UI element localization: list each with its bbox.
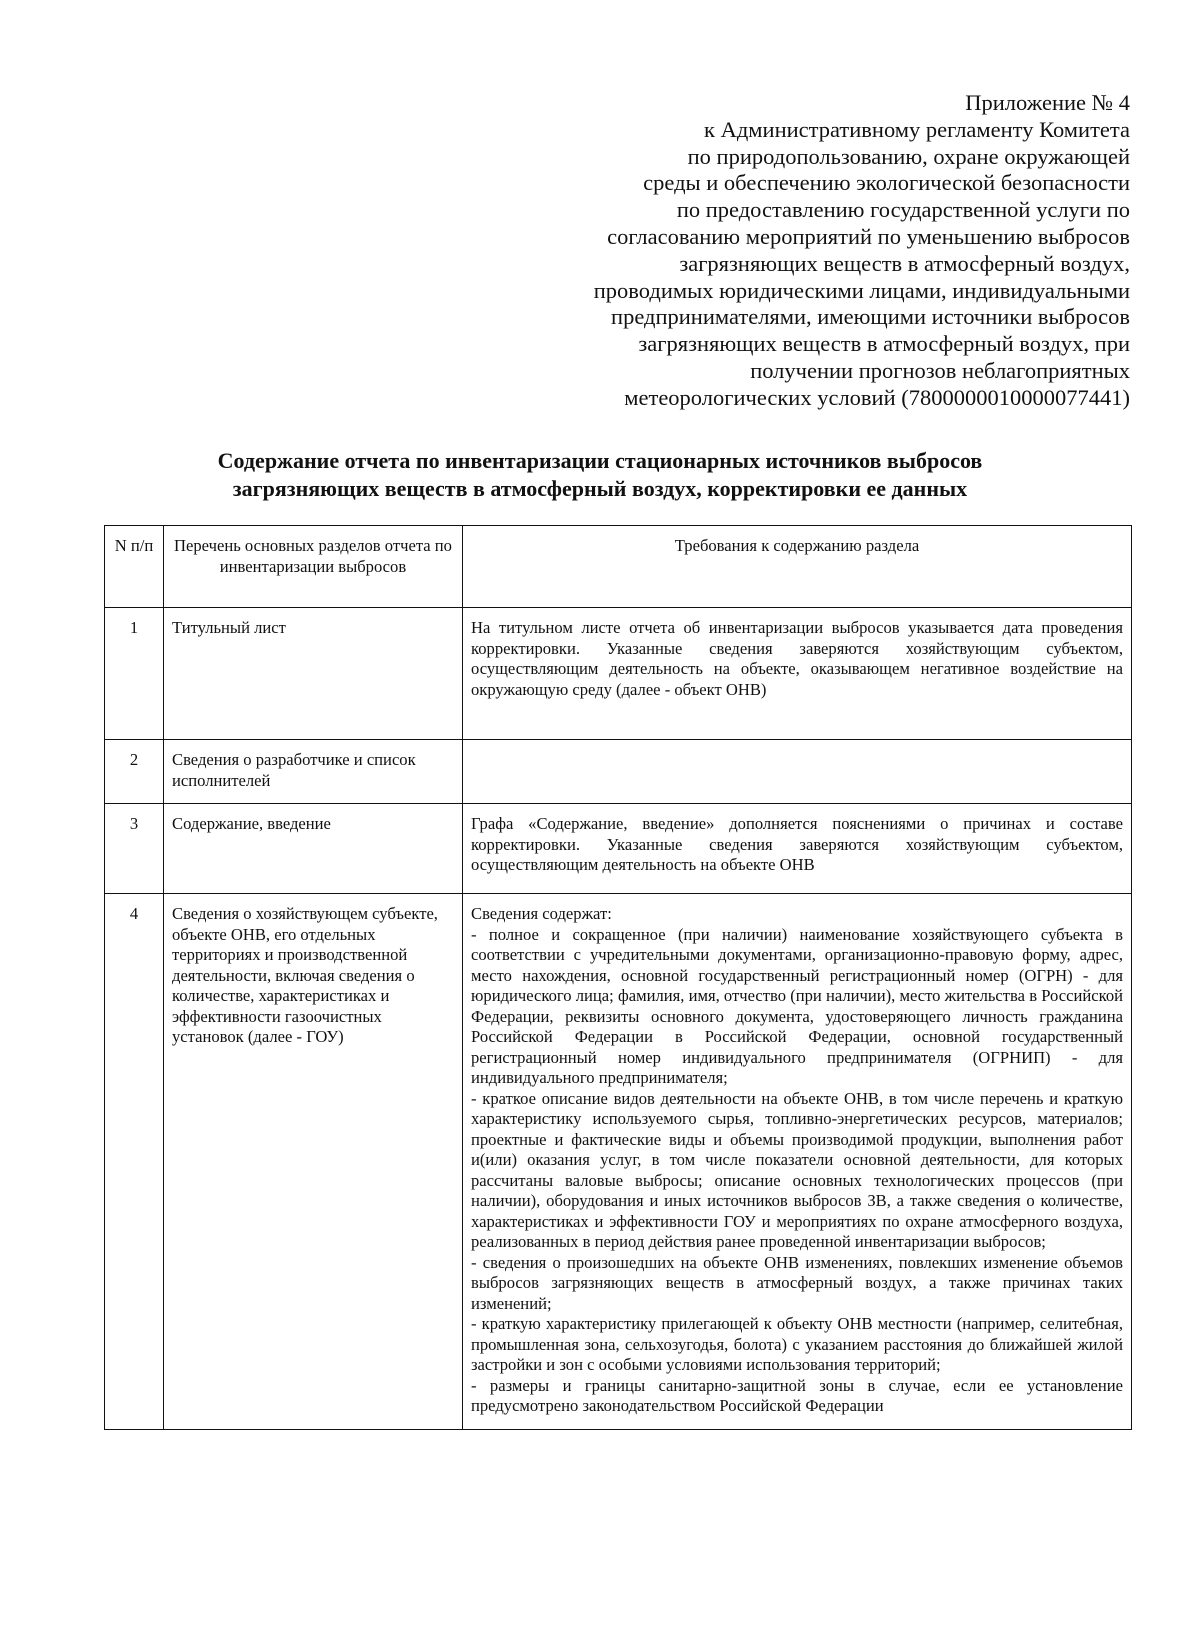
header-num: N п/п — [105, 526, 164, 608]
appendix-line: по предоставлению государственной услуги по — [676, 197, 1130, 223]
appendix-line: проводимых юридическими лицами, индивидуальными — [593, 277, 1130, 303]
appendix-line: получении прогнозов неблагоприятных — [750, 357, 1130, 383]
requirements-item: - размеры и границы санитарно-защитной зоны в случае, если ее установление предусмотрено законодательством Российской Федерации — [471, 1375, 1123, 1415]
row-num: 2 — [105, 740, 164, 804]
requirements-intro: Сведения содержат: — [471, 904, 612, 923]
sections-table — [104, 525, 1132, 1430]
document-title-line-2: загрязняющих веществ в атмосферный воздух, корректировки ее данных — [232, 476, 968, 501]
appendix-line: предпринимателями, имеющими источники выбросов — [611, 304, 1130, 330]
row-num: 1 — [105, 608, 164, 740]
requirements-item: - краткое описание видов деятельности на объекте ОНВ, в том числе перечень и краткую характеристику используемого сырья, топливно-энергетических ресурсов, материалов; проектные и фактические виды и объемы производимой продукции, выполнения работ и(или) оказания услуг, в том числе показатели основной деятельности, для которых рассчитаны валовые выбросы; описание основных технологических процессов (при наличии), оборудования и иных источников выбросов ЗВ, а также сведения о количестве, характеристиках и эффективности ГОУ и мероприятиях по охране атмосферного воздуха, реализованных в период действия ранее проведенной инвентаризации выбросов; — [471, 1088, 1123, 1251]
header-requirements: Требования к содержанию раздела — [463, 526, 1132, 608]
row-num: 4 — [105, 894, 164, 1430]
table-row — [105, 740, 1132, 804]
document-title-line-1: Содержание отчета по инвентаризации стационарных источников выбросов — [217, 448, 983, 473]
row-num: 3 — [105, 804, 164, 894]
table-header-row — [105, 526, 1132, 608]
row-requirements — [463, 740, 1132, 804]
appendix-line: согласованию мероприятий по уменьшению выбросов — [607, 223, 1130, 249]
row-requirements — [463, 894, 1132, 1430]
row-section: Сведения о разработчике и список исполнителей — [164, 740, 463, 804]
appendix-header — [510, 90, 1130, 412]
document-title — [0, 447, 1200, 503]
table-row — [105, 894, 1132, 1430]
requirements-item: - краткую характеристику прилегающей к объекту ОНВ местности (например, селитебная, промышленная зона, сельхозугодья, болота) с указанием расстояния до ближайшей жилой застройки и зон с особыми условиями использования территорий; — [471, 1314, 1123, 1374]
requirements-item: - полное и сокращенное (при наличии) наименование хозяйствующего субъекта в соответствии с учредительными документами, организационно-правовую форму, адрес, место нахождения, основной государственный регистрационный номер (ОГРН) - для юридического лица; фамилия, имя, отчество (при наличии), место жительства в Российской Федерации, реквизиты основного документа, удостоверяющего личность гражданина Российской Федерации в Российской Федерации, основной государственный регистрационный номер индивидуального предпринимателя (ОГРНИП) - для индивидуального предпринимателя; — [471, 924, 1123, 1087]
table-row — [105, 608, 1132, 740]
appendix-line: загрязняющих веществ в атмосферный воздух, — [679, 250, 1130, 276]
appendix-line: Приложение № 4 — [965, 90, 1130, 115]
row-requirements: На титульном листе отчета об инвентаризации выбросов указывается дата проведения корректировки. Указанные сведения заверяются хозяйствующим субъектом, осуществляющим деятельность на объекте, оказывающем негативное воздействие на окружающую среду (далее - объект ОНВ) — [463, 608, 1132, 740]
appendix-line: к Административному регламенту Комитета — [704, 116, 1130, 142]
row-section: Сведения о хозяйствующем субъекте, объекте ОНВ, его отдельных территориях и производственной деятельности, включая сведения о количестве, характеристиках и эффективности газоочистных установок (далее - ГОУ) — [164, 894, 463, 1430]
table-row — [105, 804, 1132, 894]
appendix-line: метеорологических условий (7800000010000077441) — [624, 384, 1130, 410]
appendix-line: среды и обеспечению экологической безопасности — [643, 170, 1130, 196]
row-requirements: Графа «Содержание, введение» дополняется пояснениями о причинах и составе корректировки. Указанные сведения заверяются хозяйствующим субъектом, осуществляющим деятельность на объекте ОНВ — [463, 804, 1132, 894]
row-section: Содержание, введение — [164, 804, 463, 894]
row-section: Титульный лист — [164, 608, 463, 740]
header-section: Перечень основных разделов отчета по инвентаризации выбросов — [164, 526, 463, 608]
appendix-line: загрязняющих веществ в атмосферный воздух, при — [638, 331, 1130, 357]
appendix-line: по природопользованию, охране окружающей — [687, 143, 1130, 169]
requirements-item: - сведения о произошедших на объекте ОНВ изменениях, повлекших изменение объемов выбросов загрязняющих веществ в атмосферный воздух, а также причинах таких изменений; — [471, 1252, 1123, 1313]
